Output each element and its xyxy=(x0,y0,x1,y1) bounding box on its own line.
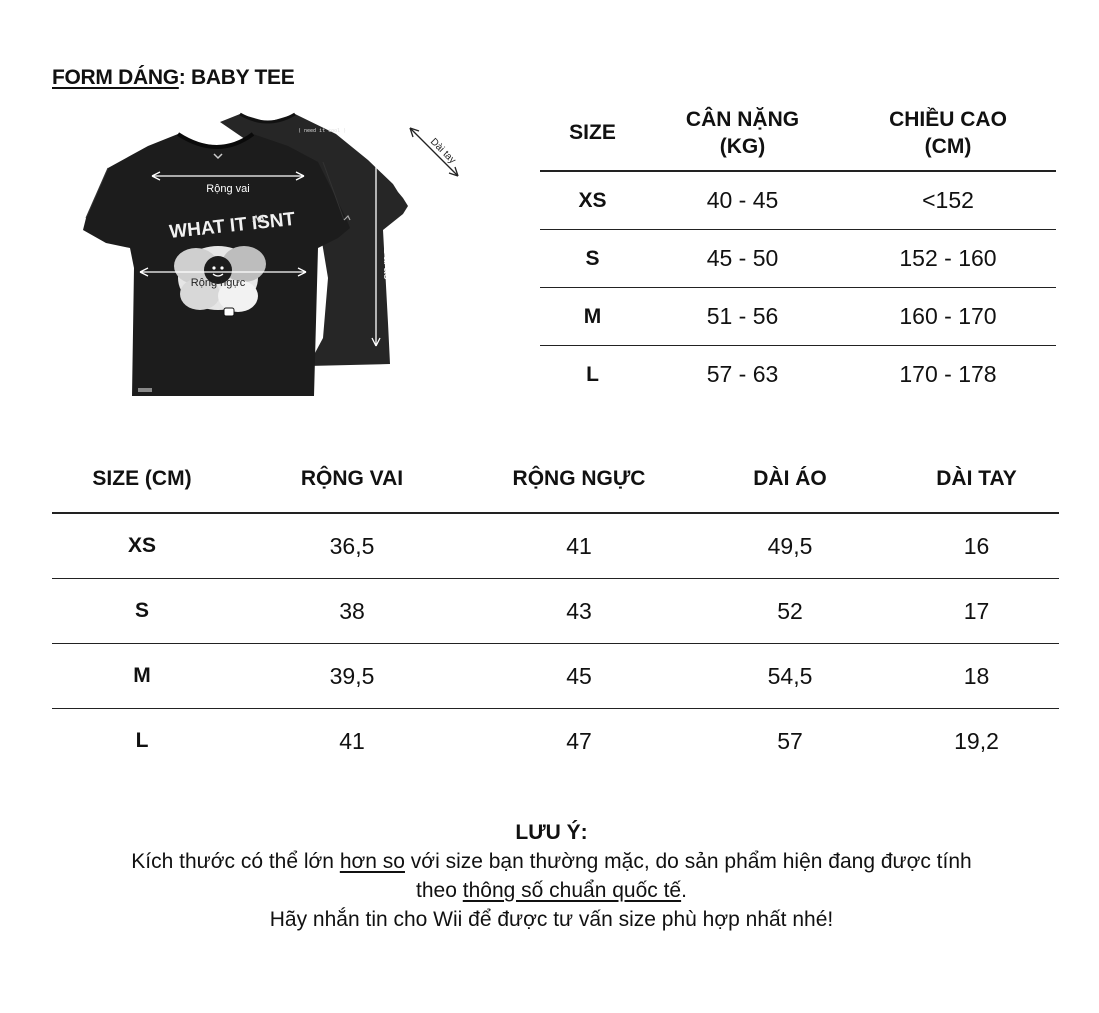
length-label: Dài áo xyxy=(381,248,393,280)
height-cell: 170 - 178 xyxy=(899,361,997,387)
size-cell: M xyxy=(133,664,151,687)
height-cell: 152 - 160 xyxy=(899,245,997,271)
sleeve-cell: 16 xyxy=(963,532,990,559)
chest-cell: 45 xyxy=(566,662,592,689)
header-height: CHIỀU CAO (CM) xyxy=(889,107,1007,158)
table-row xyxy=(52,709,1059,773)
note-underlined-text: hơn so xyxy=(339,850,405,873)
note-line-2 xyxy=(30,876,1073,905)
header-length: DÀI ÁO xyxy=(753,467,827,490)
form-value: BABY TEE xyxy=(191,66,295,89)
chest-cell: 43 xyxy=(566,597,592,624)
size-cell: L xyxy=(586,362,599,386)
chest-label: Rộng ngực xyxy=(190,277,246,289)
tshirt-illustration xyxy=(78,98,468,408)
sleeve-label: Dài tay xyxy=(427,136,458,167)
length-cell: 52 xyxy=(777,597,803,624)
sleeve-cell: 18 xyxy=(963,662,990,689)
length-cell: 57 xyxy=(777,727,803,754)
header-size-cm: SIZE (CM) xyxy=(92,467,192,490)
height-cell: <152 xyxy=(922,187,974,213)
note-text: Kích thước có thể lớn xyxy=(131,850,340,873)
form-title xyxy=(52,66,294,90)
note-underlined-text: thông số chuẩn quốc tế xyxy=(462,879,682,902)
table-row xyxy=(540,230,1056,288)
header-shoulder: RỘNG VAI xyxy=(300,467,404,490)
note-title: LƯU Ý: xyxy=(515,821,588,844)
measurement-table-header xyxy=(52,446,1059,514)
table-row xyxy=(540,346,1056,403)
table-row xyxy=(52,514,1059,579)
length-cell: 54,5 xyxy=(767,662,813,689)
form-separator: : xyxy=(178,66,192,89)
weight-height-table xyxy=(540,96,1056,403)
weight-table-header xyxy=(540,96,1056,172)
header-chest: RỘNG NGỰC xyxy=(512,467,646,490)
shirt-tag-text: ( need it cool ) xyxy=(298,128,347,134)
chest-cell: 41 xyxy=(566,532,592,559)
size-note xyxy=(30,818,1073,934)
shoulder-cell: 41 xyxy=(339,727,365,754)
header-size: SIZE xyxy=(569,121,616,145)
note-text: theo xyxy=(416,879,463,902)
weight-cell: 40 - 45 xyxy=(706,187,779,213)
length-cell: 49,5 xyxy=(767,532,813,559)
measurement-table xyxy=(52,446,1059,773)
shoulder-cell: 38 xyxy=(339,597,365,624)
note-line-1 xyxy=(30,847,1073,876)
sleeve-cell: 17 xyxy=(963,597,990,624)
table-row xyxy=(540,172,1056,230)
weight-cell: 45 - 50 xyxy=(706,245,779,271)
size-cell: S xyxy=(134,599,149,622)
table-row xyxy=(540,288,1056,346)
size-cell: M xyxy=(583,304,602,328)
shoulder-label: Rộng vai xyxy=(206,183,250,195)
note-line-3: Hãy nhắn tin cho Wii để được tư vấn size phù hợp nhất nhé! xyxy=(269,908,834,931)
size-cell: XS xyxy=(578,188,607,212)
table-row xyxy=(52,644,1059,709)
weight-cell: 51 - 56 xyxy=(706,303,779,329)
size-cell: S xyxy=(585,246,600,270)
size-cell: L xyxy=(135,729,149,752)
size-cell: XS xyxy=(127,534,156,557)
header-sleeve: DÀI TAY xyxy=(936,467,1017,490)
weight-cell: 57 - 63 xyxy=(706,361,779,387)
note-text: với size bạn thường mặc, do sản phẩm hiện đang được tính xyxy=(404,850,972,873)
shirt-graphic-text: WHAT IT ISNT xyxy=(168,208,297,243)
note-text: . xyxy=(681,879,687,902)
height-cell: 160 - 170 xyxy=(899,303,997,329)
shoulder-cell: 36,5 xyxy=(329,532,375,559)
shoulder-cell: 39,5 xyxy=(329,662,375,689)
chest-cell: 47 xyxy=(566,727,592,754)
sleeve-arrow xyxy=(410,128,458,176)
sleeve-cell: 19,2 xyxy=(954,727,999,754)
table-row xyxy=(52,579,1059,644)
form-label: FORM DÁNG xyxy=(52,66,179,89)
header-weight: CÂN NẶNG (KG) xyxy=(685,107,800,158)
